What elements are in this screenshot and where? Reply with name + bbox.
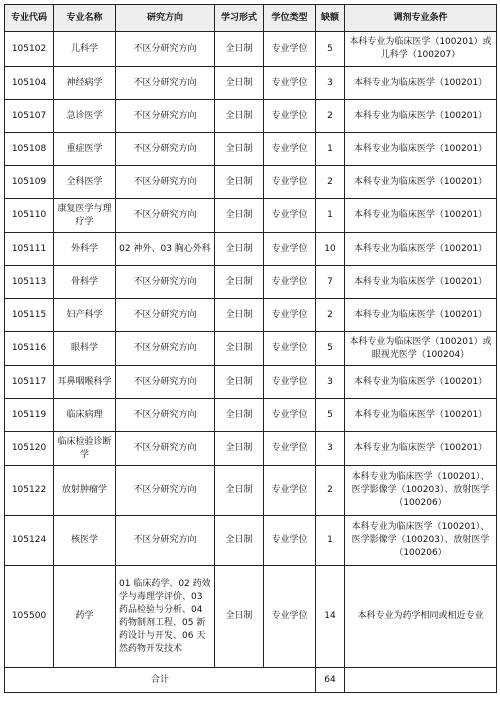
cell-direction: 02 神外、03 胸心外科 xyxy=(116,233,215,266)
table-row xyxy=(5,67,497,100)
header-condition: 调剂专业条件 xyxy=(345,5,497,32)
cell-form: 全日制 xyxy=(215,266,264,299)
table-row xyxy=(5,166,497,199)
cell-form: 全日制 xyxy=(215,516,264,566)
cell-form: 全日制 xyxy=(215,466,264,516)
cell-name: 妇产科学 xyxy=(54,299,116,332)
cell-vacancy: 2 xyxy=(316,299,345,332)
cell-name: 临床检验诊断学 xyxy=(54,432,116,466)
cell-degree: 专业学位 xyxy=(264,199,316,233)
cell-degree: 专业学位 xyxy=(264,399,316,432)
cell-code: 105117 xyxy=(5,366,54,399)
cell-degree: 专业学位 xyxy=(264,299,316,332)
cell-name: 康复医学与理疗学 xyxy=(54,199,116,233)
cell-code: 105109 xyxy=(5,166,54,199)
cell-direction: 不区分研究方向 xyxy=(116,366,215,399)
cell-condition: 本科专业为临床医学（100201） xyxy=(345,366,497,399)
cell-code: 105120 xyxy=(5,432,54,466)
cell-vacancy: 2 xyxy=(316,100,345,133)
cell-direction: 不区分研究方向 xyxy=(116,332,215,366)
cell-name: 外科学 xyxy=(54,233,116,266)
cell-vacancy: 10 xyxy=(316,233,345,266)
cell-condition: 本科专业为临床医学（100201） xyxy=(345,133,497,166)
cell-degree: 专业学位 xyxy=(264,166,316,199)
cell-direction: 不区分研究方向 xyxy=(116,299,215,332)
cell-name: 全科医学 xyxy=(54,166,116,199)
cell-form: 全日制 xyxy=(215,67,264,100)
cell-name: 核医学 xyxy=(54,516,116,566)
cell-form: 全日制 xyxy=(215,432,264,466)
cell-condition: 本科专业为临床医学（100201） xyxy=(345,399,497,432)
table-row xyxy=(5,516,497,566)
cell-degree: 专业学位 xyxy=(264,67,316,100)
header-direction: 研究方向 xyxy=(116,5,215,32)
cell-code: 105124 xyxy=(5,516,54,566)
total-value: 64 xyxy=(316,668,345,693)
table-row xyxy=(5,199,497,233)
cell-direction: 不区分研究方向 xyxy=(116,67,215,100)
cell-form: 全日制 xyxy=(215,166,264,199)
cell-condition: 本科专业为临床医学（100201） xyxy=(345,166,497,199)
table-row xyxy=(5,366,497,399)
cell-degree: 专业学位 xyxy=(264,566,316,668)
cell-vacancy: 5 xyxy=(316,399,345,432)
cell-direction: 01 临床药学、02 药效学与毒理学评价、03 药品检验与分析、04 药物制剂工程、05 新药设计与开发、06 天然药物开发技术 xyxy=(116,566,215,668)
cell-condition: 本科专业为临床医学（100201）、医学影像学（100203）、放射医学（100206） xyxy=(345,466,497,516)
cell-form: 全日制 xyxy=(215,332,264,366)
cell-form: 全日制 xyxy=(215,366,264,399)
cell-code: 105115 xyxy=(5,299,54,332)
total-empty-cell xyxy=(345,668,497,693)
cell-code: 105122 xyxy=(5,466,54,516)
cell-form: 全日制 xyxy=(215,133,264,166)
cell-form: 全日制 xyxy=(215,566,264,668)
cell-direction: 不区分研究方向 xyxy=(116,516,215,566)
cell-direction: 不区分研究方向 xyxy=(116,133,215,166)
cell-condition: 本科专业为药学相同或相近专业 xyxy=(345,566,497,668)
table-row xyxy=(5,133,497,166)
cell-degree: 专业学位 xyxy=(264,100,316,133)
cell-vacancy: 14 xyxy=(316,566,345,668)
cell-degree: 专业学位 xyxy=(264,332,316,366)
cell-degree: 专业学位 xyxy=(264,516,316,566)
cell-form: 全日制 xyxy=(215,299,264,332)
cell-degree: 专业学位 xyxy=(264,133,316,166)
cell-code: 105108 xyxy=(5,133,54,166)
table-row xyxy=(5,266,497,299)
cell-vacancy: 3 xyxy=(316,432,345,466)
total-label: 合计 xyxy=(5,668,316,693)
cell-direction: 不区分研究方向 xyxy=(116,266,215,299)
cell-degree: 专业学位 xyxy=(264,233,316,266)
cell-direction: 不区分研究方向 xyxy=(116,32,215,67)
table-row xyxy=(5,566,497,668)
cell-degree: 专业学位 xyxy=(264,466,316,516)
table-header-row xyxy=(5,5,497,32)
cell-vacancy: 3 xyxy=(316,67,345,100)
cell-code: 105107 xyxy=(5,100,54,133)
cell-vacancy: 3 xyxy=(316,366,345,399)
cell-condition: 本科专业为临床医学（100201） xyxy=(345,199,497,233)
cell-degree: 专业学位 xyxy=(264,32,316,67)
cell-condition: 本科专业为临床医学（100201）或儿科学（100207） xyxy=(345,32,497,67)
cell-code: 105102 xyxy=(5,32,54,67)
cell-name: 重症医学 xyxy=(54,133,116,166)
table-row xyxy=(5,32,497,67)
cell-direction: 不区分研究方向 xyxy=(116,199,215,233)
header-degree: 学位类型 xyxy=(264,5,316,32)
header-name: 专业名称 xyxy=(54,5,116,32)
cell-code: 105113 xyxy=(5,266,54,299)
cell-code: 105104 xyxy=(5,67,54,100)
table-total-row xyxy=(5,668,497,693)
cell-name: 神经病学 xyxy=(54,67,116,100)
vacancy-table xyxy=(4,4,497,693)
cell-name: 儿科学 xyxy=(54,32,116,67)
cell-condition: 本科专业为临床医学（100201） xyxy=(345,67,497,100)
cell-form: 全日制 xyxy=(215,399,264,432)
header-code: 专业代码 xyxy=(5,5,54,32)
cell-code: 105110 xyxy=(5,199,54,233)
cell-code: 105116 xyxy=(5,332,54,366)
cell-degree: 专业学位 xyxy=(264,366,316,399)
cell-form: 全日制 xyxy=(215,233,264,266)
table-row xyxy=(5,100,497,133)
vacancy-table-container xyxy=(4,4,497,693)
table-row xyxy=(5,332,497,366)
cell-code: 105111 xyxy=(5,233,54,266)
cell-form: 全日制 xyxy=(215,100,264,133)
table-row xyxy=(5,299,497,332)
cell-direction: 不区分研究方向 xyxy=(116,399,215,432)
header-vacancy: 缺额 xyxy=(316,5,345,32)
cell-form: 全日制 xyxy=(215,32,264,67)
cell-form: 全日制 xyxy=(215,199,264,233)
cell-condition: 本科专业为临床医学（100201）、医学影像学（100203）、放射医学（100206） xyxy=(345,516,497,566)
cell-name: 骨科学 xyxy=(54,266,116,299)
cell-vacancy: 5 xyxy=(316,332,345,366)
cell-condition: 本科专业为临床医学（100201）或眼视光医学（100204） xyxy=(345,332,497,366)
cell-condition: 本科专业为临床医学（100201） xyxy=(345,266,497,299)
cell-condition: 本科专业为临床医学（100201） xyxy=(345,432,497,466)
table-row xyxy=(5,233,497,266)
cell-condition: 本科专业为临床医学（100201） xyxy=(345,299,497,332)
cell-name: 耳鼻咽喉科学 xyxy=(54,366,116,399)
cell-vacancy: 1 xyxy=(316,133,345,166)
cell-code: 105119 xyxy=(5,399,54,432)
cell-degree: 专业学位 xyxy=(264,432,316,466)
table-row xyxy=(5,399,497,432)
cell-vacancy: 2 xyxy=(316,166,345,199)
cell-vacancy: 1 xyxy=(316,516,345,566)
cell-name: 药学 xyxy=(54,566,116,668)
cell-vacancy: 5 xyxy=(316,32,345,67)
cell-name: 眼科学 xyxy=(54,332,116,366)
cell-code: 105500 xyxy=(5,566,54,668)
cell-direction: 不区分研究方向 xyxy=(116,166,215,199)
cell-direction: 不区分研究方向 xyxy=(116,432,215,466)
cell-condition: 本科专业为临床医学（100201） xyxy=(345,100,497,133)
cell-name: 放射肿瘤学 xyxy=(54,466,116,516)
cell-vacancy: 2 xyxy=(316,466,345,516)
cell-name: 急诊医学 xyxy=(54,100,116,133)
cell-degree: 专业学位 xyxy=(264,266,316,299)
cell-direction: 不区分研究方向 xyxy=(116,100,215,133)
cell-vacancy: 1 xyxy=(316,199,345,233)
cell-direction: 不区分研究方向 xyxy=(116,466,215,516)
cell-name: 临床病理 xyxy=(54,399,116,432)
table-row xyxy=(5,432,497,466)
table-row xyxy=(5,466,497,516)
header-form: 学习形式 xyxy=(215,5,264,32)
cell-vacancy: 7 xyxy=(316,266,345,299)
cell-condition: 本科专业为临床医学（100201） xyxy=(345,233,497,266)
